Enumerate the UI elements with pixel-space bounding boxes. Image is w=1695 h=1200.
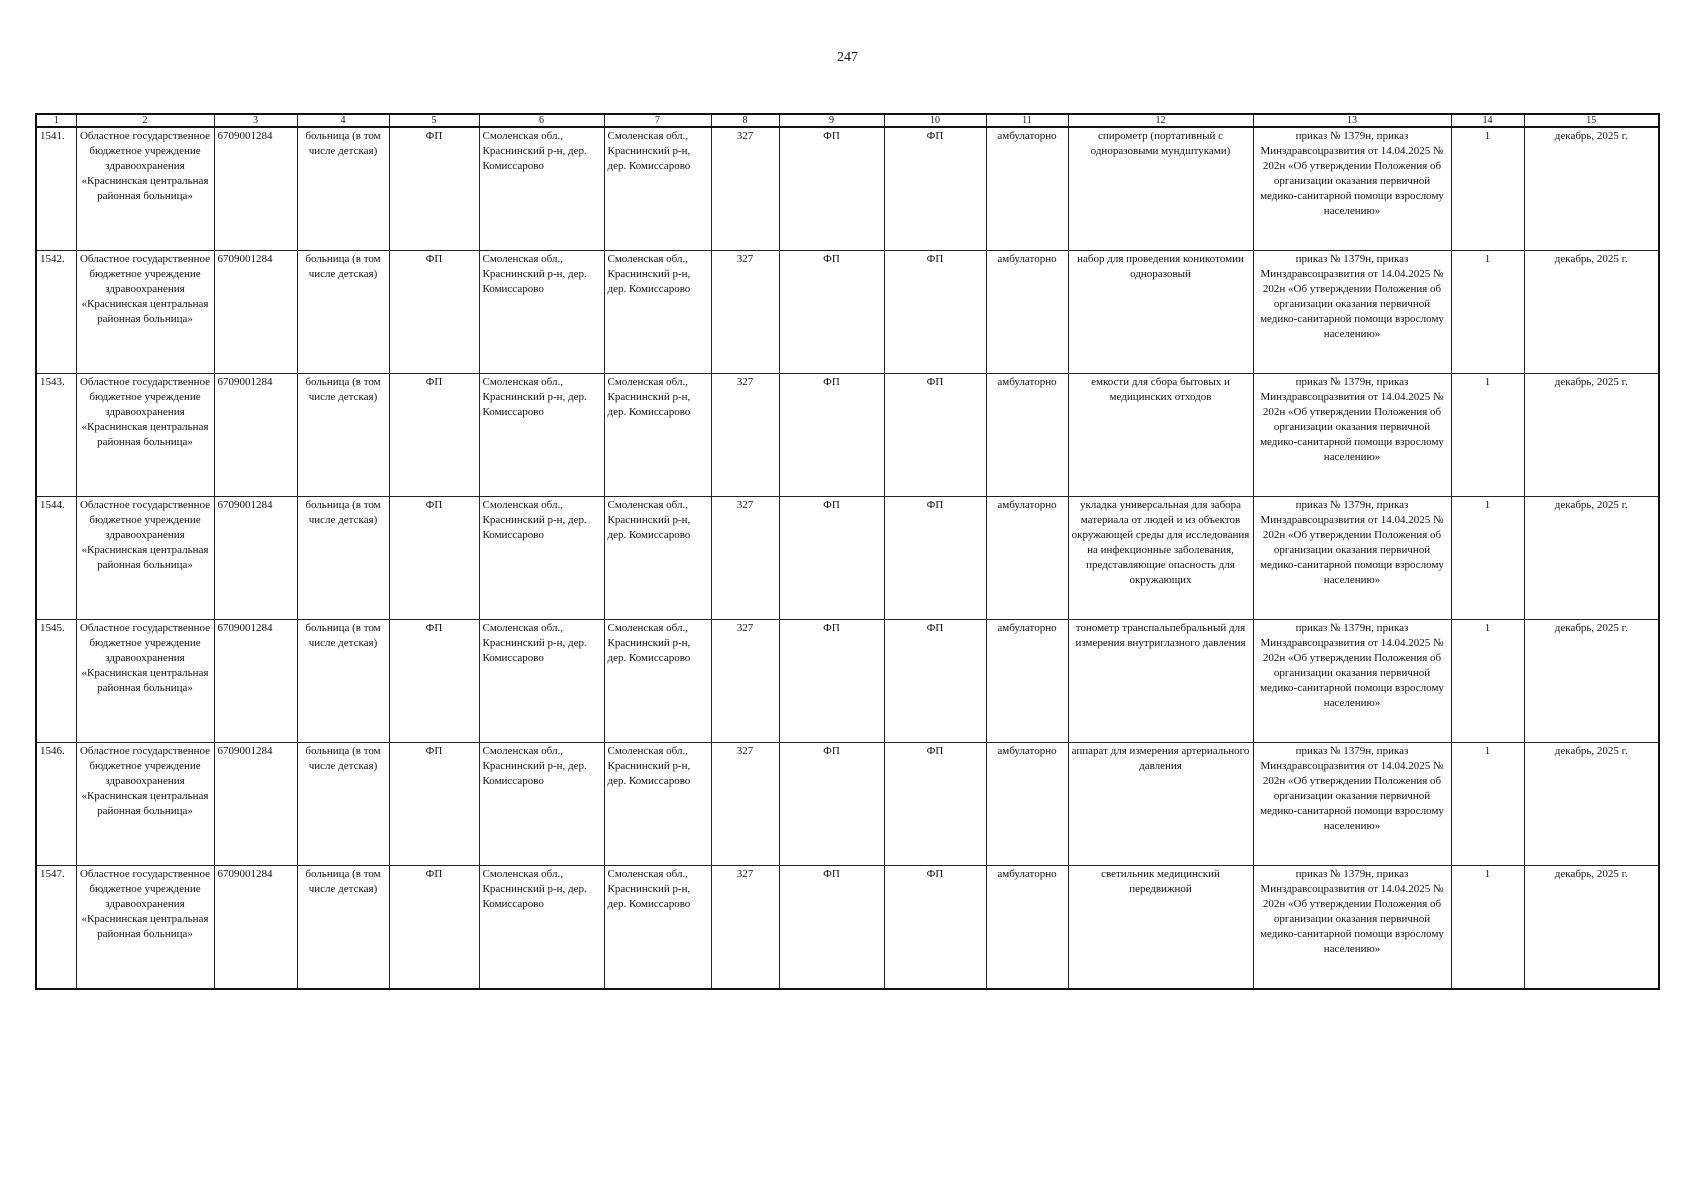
table-row bbox=[36, 127, 1659, 251]
organization-name: Областное государственное бюджетное учреждение здравоохранения «Краснинская центральная районная больница» bbox=[76, 127, 214, 251]
care-mode: амбулаторно bbox=[986, 127, 1068, 251]
unit-type: ФП bbox=[389, 620, 479, 743]
column-number: 3 bbox=[214, 114, 297, 127]
unit-col-10: ФП bbox=[884, 866, 986, 990]
code: 327 bbox=[711, 620, 779, 743]
address: Смоленская обл., Краснинский р-н, дер. Комиссарово bbox=[479, 251, 604, 374]
equipment-name: емкости для сбора бытовых и медицинских отходов bbox=[1068, 374, 1253, 497]
quantity: 1 bbox=[1451, 866, 1524, 990]
unit-col-10: ФП bbox=[884, 251, 986, 374]
care-mode: амбулаторно bbox=[986, 866, 1068, 990]
inn: 6709001284 bbox=[214, 620, 297, 743]
care-mode: амбулаторно bbox=[986, 251, 1068, 374]
regulation-order: приказ № 1379н, приказ Минздравсоцразвития от 14.04.2025 № 202н «Об утверждении Положения об организации оказания первичной медико-санитарной помощи взрослому населению» bbox=[1253, 127, 1451, 251]
address: Смоленская обл., Краснинский р-н, дер. Комиссарово bbox=[604, 866, 711, 990]
address: Смоленская обл., Краснинский р-н, дер. Комиссарово bbox=[479, 620, 604, 743]
unit-col-10: ФП bbox=[884, 497, 986, 620]
unit-type: ФП bbox=[389, 497, 479, 620]
unit-col-9: ФП bbox=[779, 620, 884, 743]
inn: 6709001284 bbox=[214, 497, 297, 620]
table-row bbox=[36, 374, 1659, 497]
facility-type: больница (в том числе детская) bbox=[297, 866, 389, 990]
deadline: декабрь, 2025 г. bbox=[1524, 374, 1659, 497]
address: Смоленская обл., Краснинский р-н, дер. Комиссарово bbox=[604, 743, 711, 866]
deadline: декабрь, 2025 г. bbox=[1524, 743, 1659, 866]
column-number: 10 bbox=[884, 114, 986, 127]
column-number: 8 bbox=[711, 114, 779, 127]
inn: 6709001284 bbox=[214, 127, 297, 251]
quantity: 1 bbox=[1451, 620, 1524, 743]
column-number: 7 bbox=[604, 114, 711, 127]
unit-col-10: ФП bbox=[884, 743, 986, 866]
address: Смоленская обл., Краснинский р-н, дер. Комиссарово bbox=[604, 497, 711, 620]
facility-type: больница (в том числе детская) bbox=[297, 497, 389, 620]
care-mode: амбулаторно bbox=[986, 743, 1068, 866]
quantity: 1 bbox=[1451, 374, 1524, 497]
column-number: 11 bbox=[986, 114, 1068, 127]
regulation-order: приказ № 1379н, приказ Минздравсоцразвития от 14.04.2025 № 202н «Об утверждении Положения об организации оказания первичной медико-санитарной помощи взрослому населению» bbox=[1253, 251, 1451, 374]
facility-type: больница (в том числе детская) bbox=[297, 620, 389, 743]
organization-name: Областное государственное бюджетное учреждение здравоохранения «Краснинская центральная районная больница» bbox=[76, 743, 214, 866]
organization-name: Областное государственное бюджетное учреждение здравоохранения «Краснинская центральная районная больница» bbox=[76, 497, 214, 620]
inn: 6709001284 bbox=[214, 866, 297, 990]
address: Смоленская обл., Краснинский р-н, дер. Комиссарово bbox=[479, 127, 604, 251]
column-number-row bbox=[36, 114, 1659, 127]
table-row bbox=[36, 620, 1659, 743]
column-number: 15 bbox=[1524, 114, 1659, 127]
organization-name: Областное государственное бюджетное учреждение здравоохранения «Краснинская центральная районная больница» bbox=[76, 620, 214, 743]
inn: 6709001284 bbox=[214, 743, 297, 866]
care-mode: амбулаторно bbox=[986, 497, 1068, 620]
unit-col-9: ФП bbox=[779, 127, 884, 251]
facility-type: больница (в том числе детская) bbox=[297, 743, 389, 866]
unit-type: ФП bbox=[389, 743, 479, 866]
deadline: декабрь, 2025 г. bbox=[1524, 620, 1659, 743]
organization-name: Областное государственное бюджетное учреждение здравоохранения «Краснинская центральная районная больница» bbox=[76, 866, 214, 990]
deadline: декабрь, 2025 г. bbox=[1524, 127, 1659, 251]
unit-col-9: ФП bbox=[779, 251, 884, 374]
column-number: 9 bbox=[779, 114, 884, 127]
unit-col-10: ФП bbox=[884, 374, 986, 497]
care-mode: амбулаторно bbox=[986, 620, 1068, 743]
regulation-order: приказ № 1379н, приказ Минздравсоцразвития от 14.04.2025 № 202н «Об утверждении Положения об организации оказания первичной медико-санитарной помощи взрослому населению» bbox=[1253, 620, 1451, 743]
care-mode: амбулаторно bbox=[986, 374, 1068, 497]
quantity: 1 bbox=[1451, 251, 1524, 374]
unit-col-10: ФП bbox=[884, 127, 986, 251]
address: Смоленская обл., Краснинский р-н, дер. Комиссарово bbox=[604, 620, 711, 743]
address: Смоленская обл., Краснинский р-н, дер. Комиссарово bbox=[604, 251, 711, 374]
unit-col-9: ФП bbox=[779, 497, 884, 620]
table-row bbox=[36, 866, 1659, 990]
quantity: 1 bbox=[1451, 743, 1524, 866]
regulation-order: приказ № 1379н, приказ Минздравсоцразвития от 14.04.2025 № 202н «Об утверждении Положения об организации оказания первичной медико-санитарной помощи взрослому населению» bbox=[1253, 866, 1451, 990]
facility-type: больница (в том числе детская) bbox=[297, 127, 389, 251]
unit-col-9: ФП bbox=[779, 374, 884, 497]
unit-type: ФП bbox=[389, 251, 479, 374]
column-number: 4 bbox=[297, 114, 389, 127]
equipment-name: набор для проведения коникотомии одноразовый bbox=[1068, 251, 1253, 374]
facility-type: больница (в том числе детская) bbox=[297, 374, 389, 497]
table-row bbox=[36, 743, 1659, 866]
organization-name: Областное государственное бюджетное учреждение здравоохранения «Краснинская центральная районная больница» bbox=[76, 251, 214, 374]
inn: 6709001284 bbox=[214, 251, 297, 374]
row-number: 1546. bbox=[36, 743, 76, 866]
row-number: 1543. bbox=[36, 374, 76, 497]
unit-col-9: ФП bbox=[779, 866, 884, 990]
column-number: 2 bbox=[76, 114, 214, 127]
page-number: 247 bbox=[837, 50, 858, 65]
row-number: 1542. bbox=[36, 251, 76, 374]
unit-type: ФП bbox=[389, 374, 479, 497]
equipment-name: укладка универсальная для забора материала от людей и из объектов окружающей среды для исследования на инфекционные заболевания, представляющие опасность для окружающих bbox=[1068, 497, 1253, 620]
organization-name: Областное государственное бюджетное учреждение здравоохранения «Краснинская центральная районная больница» bbox=[76, 374, 214, 497]
facility-type: больница (в том числе детская) bbox=[297, 251, 389, 374]
regulation-order: приказ № 1379н, приказ Минздравсоцразвития от 14.04.2025 № 202н «Об утверждении Положения об организации оказания первичной медико-санитарной помощи взрослому населению» bbox=[1253, 497, 1451, 620]
inn: 6709001284 bbox=[214, 374, 297, 497]
regulation-order: приказ № 1379н, приказ Минздравсоцразвития от 14.04.2025 № 202н «Об утверждении Положения об организации оказания первичной медико-санитарной помощи взрослому населению» bbox=[1253, 374, 1451, 497]
equipment-name: светильник медицинский передвижной bbox=[1068, 866, 1253, 990]
address: Смоленская обл., Краснинский р-н, дер. Комиссарово bbox=[479, 866, 604, 990]
unit-type: ФП bbox=[389, 866, 479, 990]
quantity: 1 bbox=[1451, 127, 1524, 251]
column-number: 13 bbox=[1253, 114, 1451, 127]
code: 327 bbox=[711, 497, 779, 620]
row-number: 1541. bbox=[36, 127, 76, 251]
code: 327 bbox=[711, 127, 779, 251]
deadline: декабрь, 2025 г. bbox=[1524, 866, 1659, 990]
code: 327 bbox=[711, 866, 779, 990]
unit-col-10: ФП bbox=[884, 620, 986, 743]
row-number: 1547. bbox=[36, 866, 76, 990]
equipment-name: спирометр (портативный с одноразовыми мундштуками) bbox=[1068, 127, 1253, 251]
unit-type: ФП bbox=[389, 127, 479, 251]
row-number: 1544. bbox=[36, 497, 76, 620]
address: Смоленская обл., Краснинский р-н, дер. Комиссарово bbox=[604, 127, 711, 251]
table-row bbox=[36, 251, 1659, 374]
code: 327 bbox=[711, 743, 779, 866]
address: Смоленская обл., Краснинский р-н, дер. Комиссарово bbox=[479, 497, 604, 620]
column-number: 1 bbox=[36, 114, 76, 127]
table-row bbox=[36, 497, 1659, 620]
address: Смоленская обл., Краснинский р-н, дер. Комиссарово bbox=[479, 743, 604, 866]
address: Смоленская обл., Краснинский р-н, дер. Комиссарово bbox=[479, 374, 604, 497]
row-number: 1545. bbox=[36, 620, 76, 743]
quantity: 1 bbox=[1451, 497, 1524, 620]
unit-col-9: ФП bbox=[779, 743, 884, 866]
column-number: 12 bbox=[1068, 114, 1253, 127]
equipment-name: аппарат для измерения артериального давления bbox=[1068, 743, 1253, 866]
regulation-order: приказ № 1379н, приказ Минздравсоцразвития от 14.04.2025 № 202н «Об утверждении Положения об организации оказания первичной медико-санитарной помощи взрослому населению» bbox=[1253, 743, 1451, 866]
code: 327 bbox=[711, 374, 779, 497]
register-table bbox=[35, 113, 1660, 990]
deadline: декабрь, 2025 г. bbox=[1524, 251, 1659, 374]
column-number: 14 bbox=[1451, 114, 1524, 127]
address: Смоленская обл., Краснинский р-н, дер. Комиссарово bbox=[604, 374, 711, 497]
equipment-name: тонометр транспальпебральный для измерения внутриглазного давления bbox=[1068, 620, 1253, 743]
deadline: декабрь, 2025 г. bbox=[1524, 497, 1659, 620]
column-number: 5 bbox=[389, 114, 479, 127]
code: 327 bbox=[711, 251, 779, 374]
column-number: 6 bbox=[479, 114, 604, 127]
